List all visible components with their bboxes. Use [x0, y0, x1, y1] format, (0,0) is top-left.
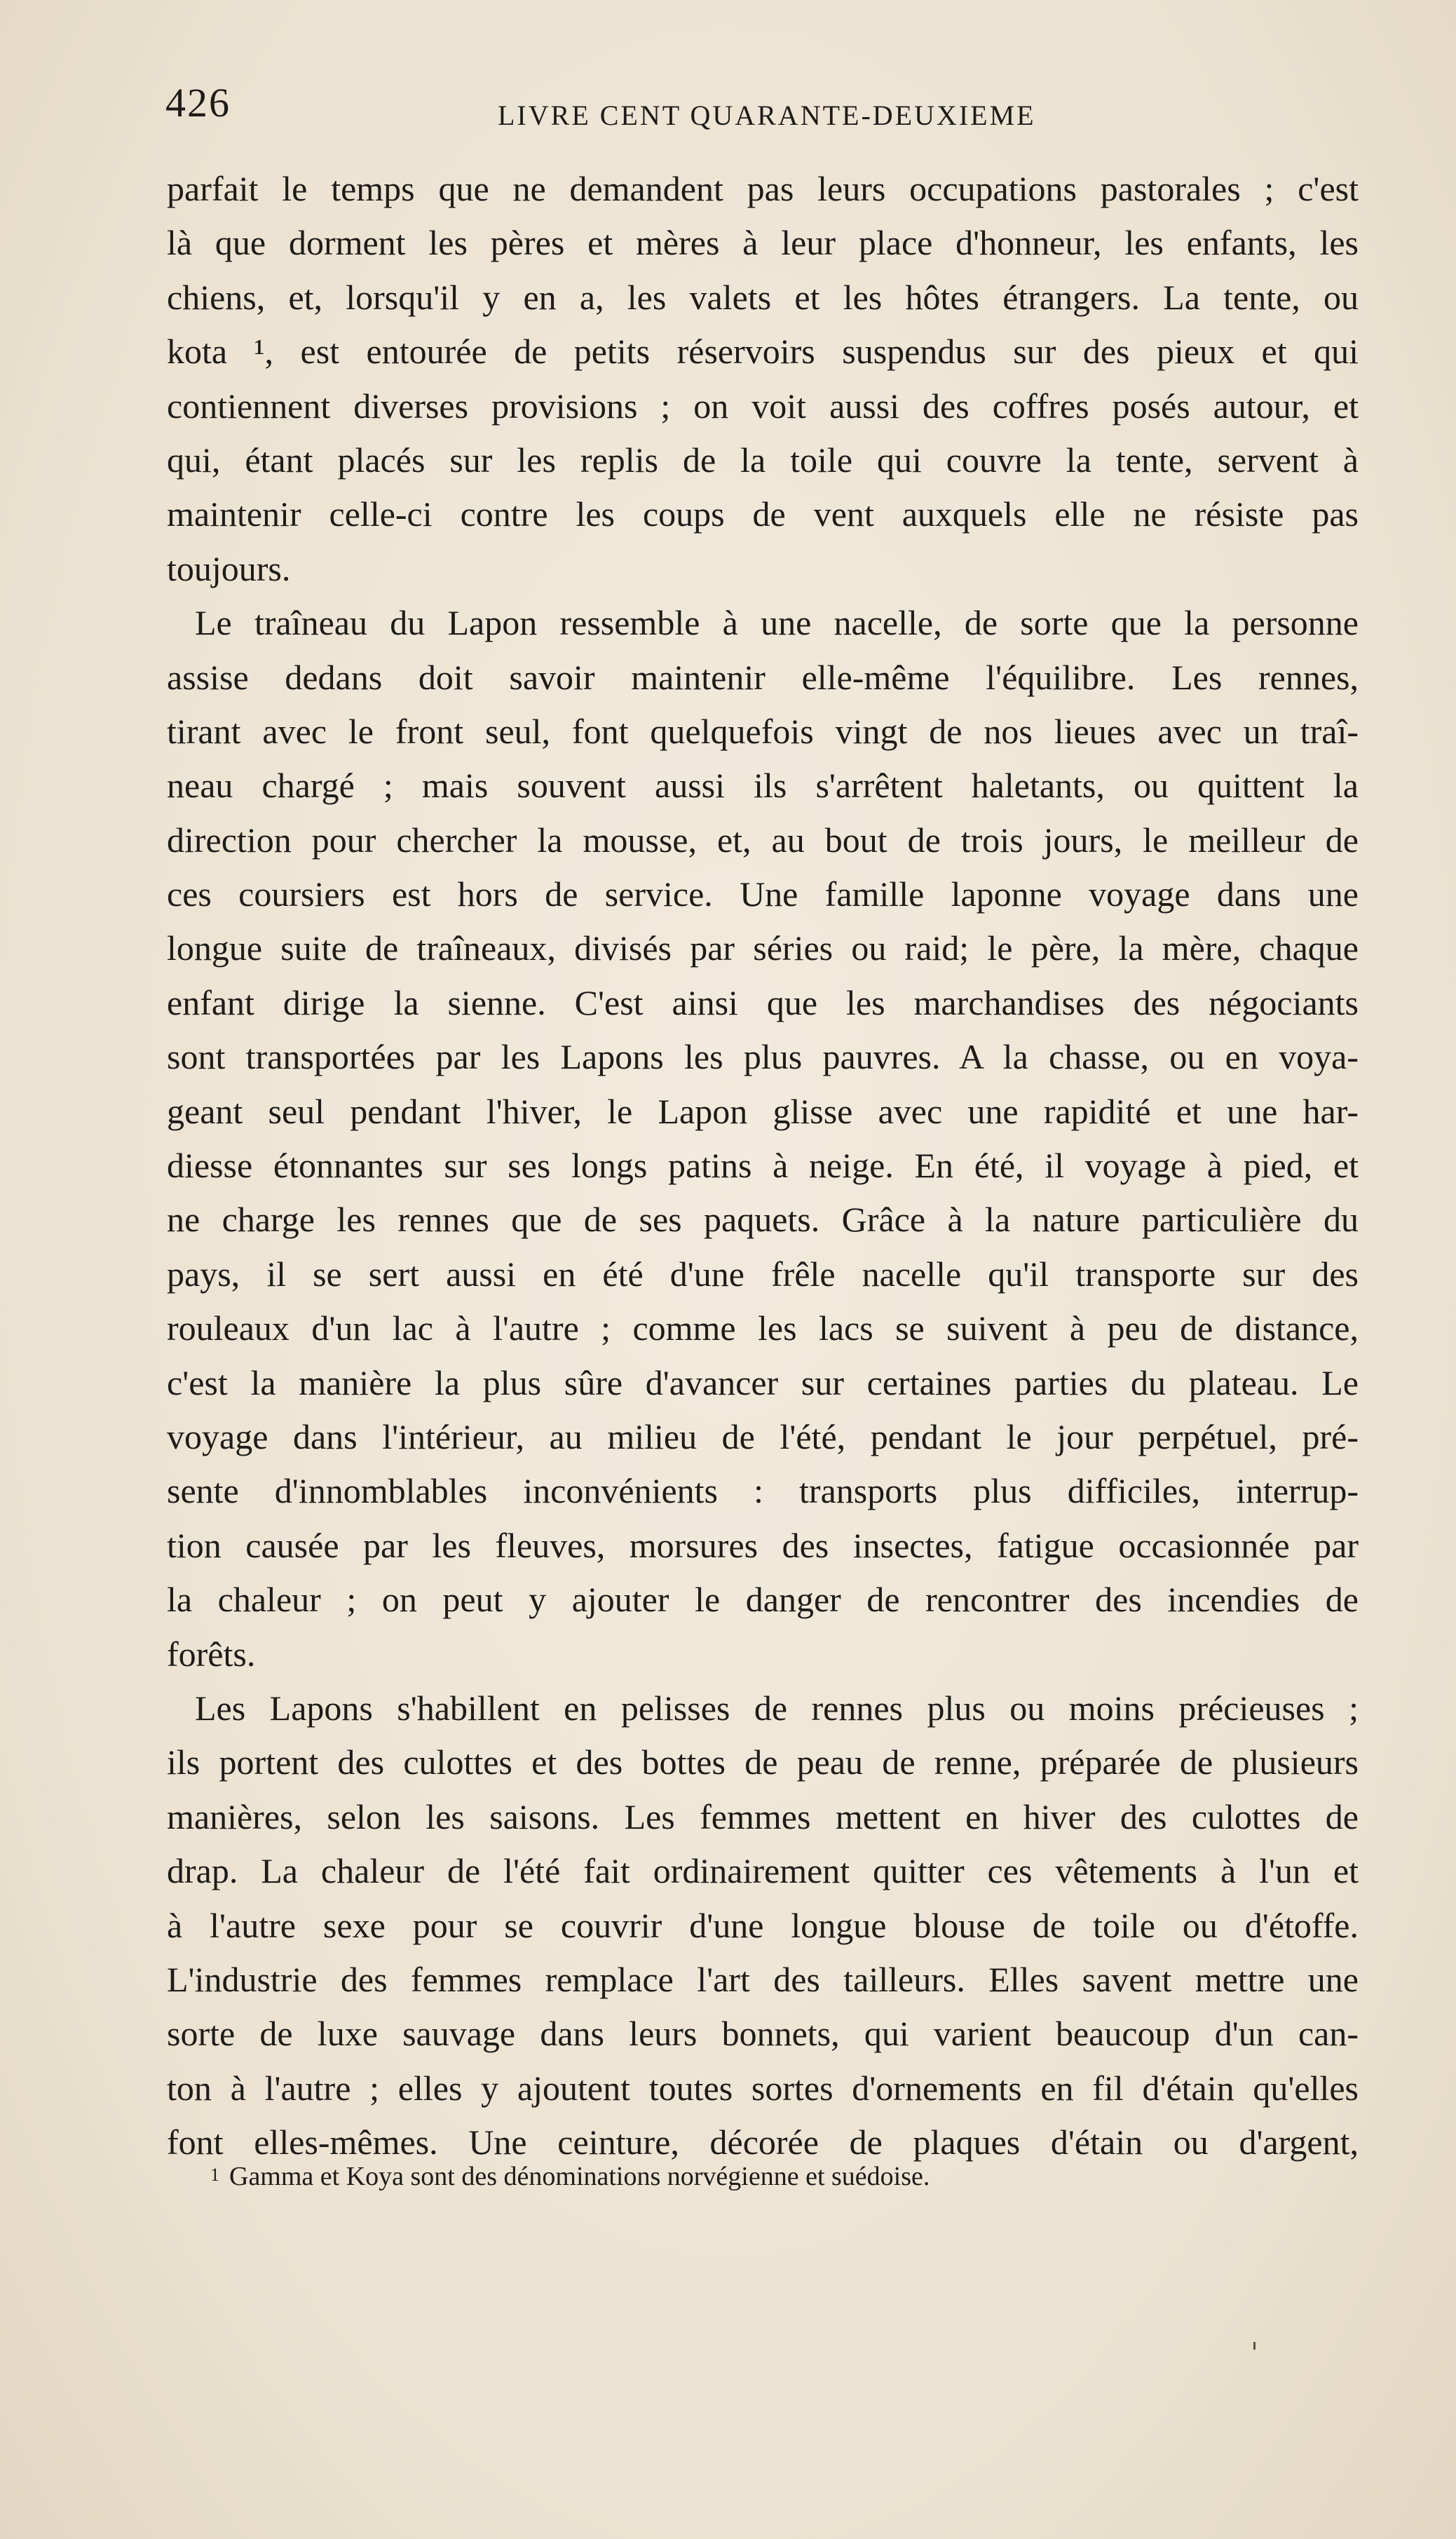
text-line: diesse étonnantes sur ses longs patins à neige. En été, il voyage à pied, et	[167, 1146, 1359, 1186]
body-text	[167, 162, 1359, 2169]
text-line: enfant dirige la sienne. C'est ainsi que les marchandises des négociants	[167, 982, 1359, 1022]
text-line: maintenir celle-ci contre les coups de vent auxquels elle ne résiste pas	[167, 494, 1359, 534]
page-number: 426	[165, 80, 231, 126]
running-title: LIVRE CENT QUARANTE-DEUXIEME	[498, 100, 1036, 131]
footnote-marker: 1	[210, 2165, 219, 2185]
text-line: longue suite de traîneaux, divisés par séries ou raid; le père, la mère, chaque	[167, 928, 1359, 968]
text-line: contiennent diverses provisions ; on voit aussi des coffres posés autour, et	[167, 386, 1359, 426]
text-line: tirant avec le front seul, font quelquefois vingt de nos lieues avec un traî-	[167, 711, 1359, 751]
text-line: assise dedans doit savoir maintenir elle-même l'équilibre. Les rennes,	[167, 657, 1359, 697]
text-line: la chaleur ; on peut y ajouter le danger de rencontrer des incendies de	[167, 1580, 1359, 1620]
text-line: à l'autre sexe pour se couvrir d'une longue blouse de toile ou d'étoffe.	[167, 1905, 1359, 1945]
text-line: ne charge les rennes que de ses paquets. Grâce à la nature particulière du	[167, 1200, 1359, 1240]
text-line: pays, il se sert aussi en été d'une frêle nacelle qu'il transporte sur des	[167, 1254, 1359, 1294]
text-line: chiens, et, lorsqu'il y en a, les valets et les hôtes étrangers. La tente, ou	[167, 277, 1359, 317]
footnote	[210, 2163, 930, 2190]
text-line: rouleaux d'un lac à l'autre ; comme les lacs se suivent à peu de distance,	[167, 1308, 1359, 1348]
text-line: c'est la manière la plus sûre d'avancer sur certaines parties du plateau. Le	[167, 1362, 1359, 1402]
text-line: toujours.	[167, 548, 291, 588]
text-line: là que dorment les pères et mères à leur place d'honneur, les enfants, les	[167, 223, 1359, 263]
text-line: Le traîneau du Lapon ressemble à une nacelle, de sorte que la personne	[195, 603, 1359, 643]
text-line: kota ¹, est entourée de petits réservoirs suspendus sur des pieux et qui	[167, 332, 1359, 372]
text-line: direction pour chercher la mousse, et, au bout de trois jours, le meilleur de	[167, 820, 1359, 860]
text-line: tion causée par les fleuves, morsures des insectes, fatigue occasionnée par	[167, 1525, 1359, 1565]
text-line: qui, étant placés sur les replis de la toile qui couvre la tente, servent à	[167, 440, 1359, 480]
text-line: manières, selon les saisons. Les femmes mettent en hiver des culottes de	[167, 1796, 1359, 1836]
text-line: geant seul pendant l'hiver, le Lapon glisse avec une rapidité et une har-	[167, 1091, 1359, 1131]
footnote-text: Gamma et Koya sont des dénominations norvégienne et suédoise.	[229, 2162, 930, 2191]
text-line: parfait le temps que ne demandent pas leurs occupations pastorales ; c'est	[167, 169, 1359, 208]
text-line: drap. La chaleur de l'été fait ordinairement quitter ces vêtements à l'un et	[167, 1851, 1359, 1891]
text-line: ils portent des culottes et des bottes de peau de renne, préparée de plusieurs	[167, 1742, 1359, 1782]
text-line: neau chargé ; mais souvent aussi ils s'arrêtent haletants, ou quittent la	[167, 766, 1359, 806]
text-line: L'industrie des femmes remplace l'art des tailleurs. Elles savent mettre une	[167, 1959, 1359, 1999]
text-line: sont transportées par les Lapons les plus pauvres. A la chasse, ou en voya-	[167, 1037, 1359, 1077]
text-line: font elles-mêmes. Une ceinture, décorée de plaques d'étain ou d'argent,	[167, 2122, 1359, 2162]
text-line: ton à l'autre ; elles y ajoutent toutes sortes d'ornements en fil d'étain qu'elles	[167, 2068, 1359, 2108]
text-line: Les Lapons s'habillent en pelisses de rennes plus ou moins précieuses ;	[195, 1688, 1359, 1728]
paper-speck	[1253, 2342, 1256, 2350]
text-line: ces coursiers est hors de service. Une famille laponne voyage dans une	[167, 874, 1359, 914]
text-line: sorte de luxe sauvage dans leurs bonnets, qui varient beaucoup d'un can-	[167, 2014, 1359, 2054]
text-line: forêts.	[167, 1634, 256, 1674]
text-line: voyage dans l'intérieur, au milieu de l'été, pendant le jour perpétuel, pré-	[167, 1416, 1359, 1456]
text-line: sente d'innomblables inconvénients : transports plus difficiles, interrup-	[167, 1471, 1359, 1511]
